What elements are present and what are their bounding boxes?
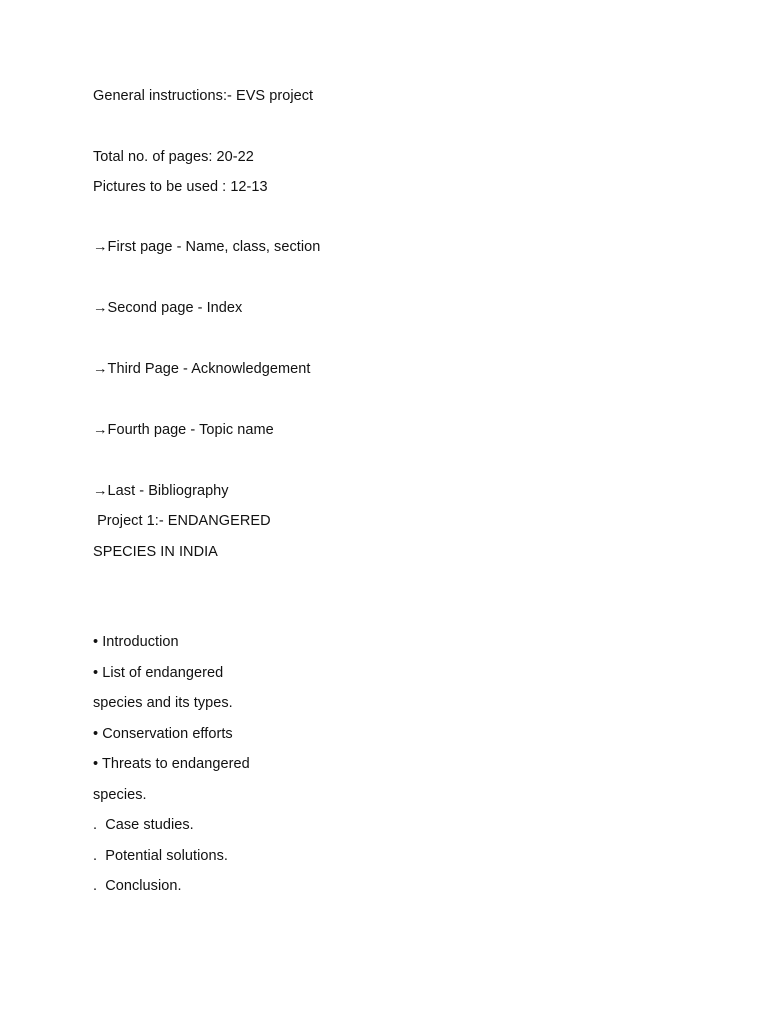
list-item-threats-1: • Threats to endangered [93, 756, 250, 772]
list-item-endangered-2: species and its types. [93, 695, 233, 711]
list-item-threats-2: species. [93, 787, 147, 803]
project-title-line-1: Project 1:- ENDANGERED [93, 513, 271, 529]
document-heading: General instructions:- EVS project [93, 88, 314, 104]
project-title-line-2: SPECIES IN INDIA [93, 544, 218, 560]
list-item-case-studies: . Case studies. [93, 817, 194, 833]
list-item-conclusion: . Conclusion. [93, 878, 182, 894]
last-page-line: →Last - Bibliography [93, 483, 229, 499]
total-pages-line: Total no. of pages: 20-22 [93, 149, 254, 165]
second-page-line: →Second page - Index [93, 300, 243, 316]
first-page-line: →First page - Name, class, section [93, 239, 321, 255]
list-item-endangered-1: • List of endangered [93, 665, 224, 681]
list-item-conservation: • Conservation efforts [93, 726, 233, 742]
fourth-page-line: →Fourth page - Topic name [93, 422, 274, 438]
list-item-introduction: • Introduction [93, 634, 179, 650]
list-item-solutions: . Potential solutions. [93, 848, 228, 864]
third-page-line: →Third Page - Acknowledgement [93, 361, 311, 377]
pictures-line: Pictures to be used : 12-13 [93, 179, 268, 195]
